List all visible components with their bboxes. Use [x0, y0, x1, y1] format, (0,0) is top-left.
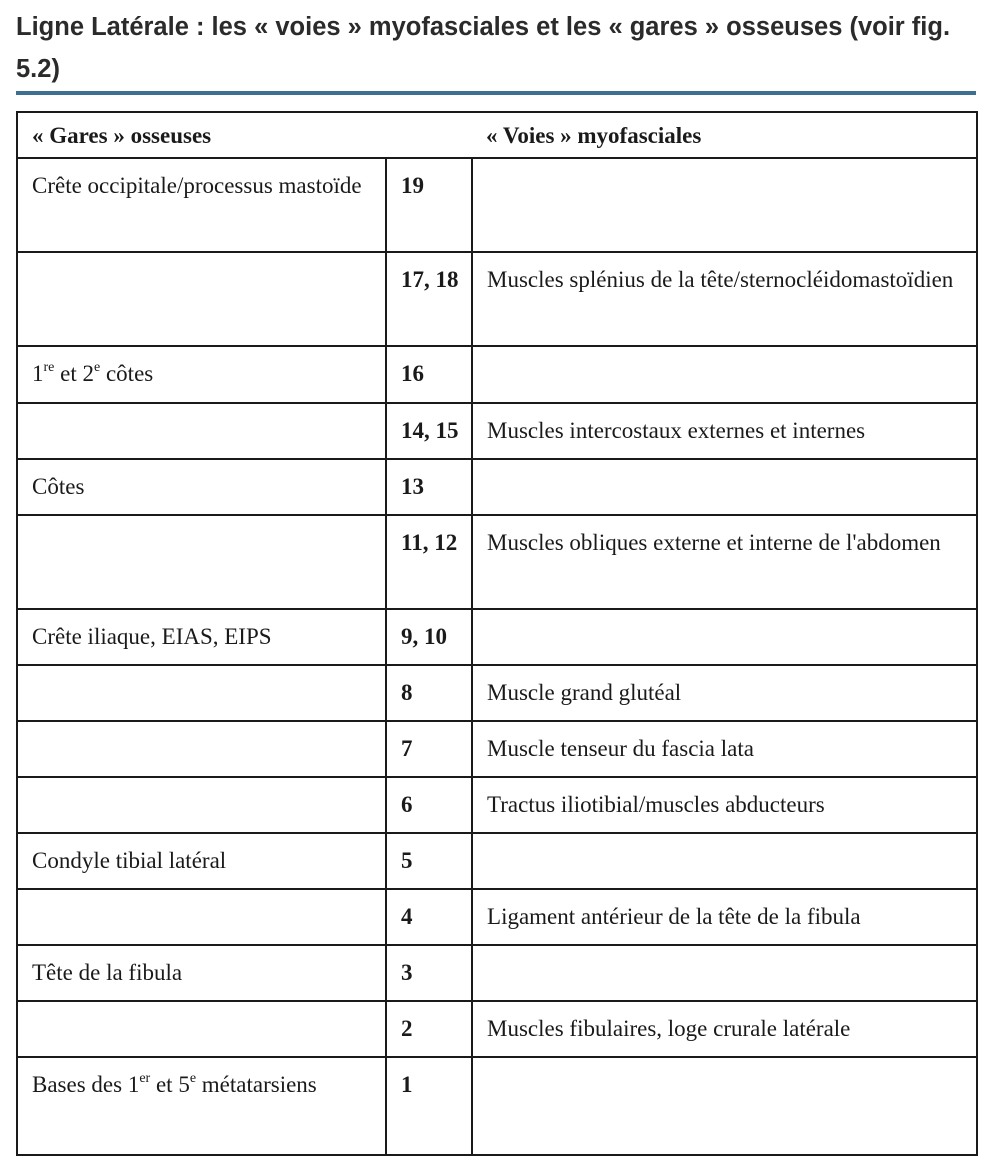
voie-cell	[472, 459, 977, 515]
table-row	[17, 833, 977, 889]
voie-cell	[472, 158, 977, 252]
station-number: 7	[386, 721, 472, 777]
table-row	[17, 403, 977, 459]
voie-cell: Muscle tenseur du fascia lata	[472, 721, 977, 777]
station-number: 13	[386, 459, 472, 515]
lateral-line-table	[16, 111, 978, 1156]
gare-cell	[17, 252, 386, 346]
voie-cell: Muscle grand glutéal	[472, 665, 977, 721]
table-row	[17, 889, 977, 945]
voie-cell: Ligament antérieur de la tête de la fibula	[472, 889, 977, 945]
gare-cell	[17, 515, 386, 609]
gare-cell: 1re et 2e côtes	[17, 346, 386, 403]
table-row	[17, 459, 977, 515]
table-row	[17, 515, 977, 609]
station-number: 4	[386, 889, 472, 945]
voie-cell: Muscles obliques externe et interne de l'abdomen	[472, 515, 977, 609]
gare-cell	[17, 403, 386, 459]
gare-cell: Condyle tibial latéral	[17, 833, 386, 889]
voie-cell: Muscles fibulaires, loge crurale latérale	[472, 1001, 977, 1057]
table-row	[17, 158, 977, 252]
gare-cell: Bases des 1er et 5e métatarsiens	[17, 1057, 386, 1155]
voie-cell: Muscles splénius de la tête/sternocléidomastoïdien	[472, 252, 977, 346]
station-number: 14, 15	[386, 403, 472, 459]
voie-cell: Muscles intercostaux externes et internes	[472, 403, 977, 459]
table-row	[17, 1001, 977, 1057]
table-row	[17, 945, 977, 1001]
gare-cell	[17, 889, 386, 945]
station-number: 11, 12	[386, 515, 472, 609]
table-row	[17, 665, 977, 721]
voie-cell	[472, 945, 977, 1001]
gare-cell	[17, 1001, 386, 1057]
voie-cell	[472, 1057, 977, 1155]
gare-cell: Crête occipitale/processus mastoïde	[17, 158, 386, 252]
table-row	[17, 777, 977, 833]
station-number: 8	[386, 665, 472, 721]
station-number: 17, 18	[386, 252, 472, 346]
header-voies-myofasciales: « Voies » myofasciales	[472, 112, 977, 158]
gare-cell: Côtes	[17, 459, 386, 515]
header-gares-osseuses: « Gares » osseuses	[17, 112, 472, 158]
gare-cell	[17, 777, 386, 833]
gare-cell	[17, 721, 386, 777]
table-row	[17, 252, 977, 346]
voie-cell	[472, 833, 977, 889]
table-row	[17, 1057, 977, 1155]
station-number: 1	[386, 1057, 472, 1155]
station-number: 19	[386, 158, 472, 252]
gare-cell: Crête iliaque, EIAS, EIPS	[17, 609, 386, 665]
voie-cell	[472, 609, 977, 665]
voie-cell	[472, 346, 977, 403]
gare-cell	[17, 665, 386, 721]
station-number: 16	[386, 346, 472, 403]
gare-cell: Tête de la fibula	[17, 945, 386, 1001]
table-row	[17, 609, 977, 665]
title-divider	[16, 91, 976, 95]
voie-cell: Tractus iliotibial/muscles abducteurs	[472, 777, 977, 833]
table-header-row	[17, 112, 977, 158]
table-row	[17, 721, 977, 777]
station-number: 9, 10	[386, 609, 472, 665]
table-row	[17, 346, 977, 403]
page-title: Ligne Latérale : les « voies » myofasciales et les « gares » osseuses (voir fig. 5.2)	[16, 13, 951, 83]
station-number: 6	[386, 777, 472, 833]
station-number: 5	[386, 833, 472, 889]
station-number: 2	[386, 1001, 472, 1057]
station-number: 3	[386, 945, 472, 1001]
